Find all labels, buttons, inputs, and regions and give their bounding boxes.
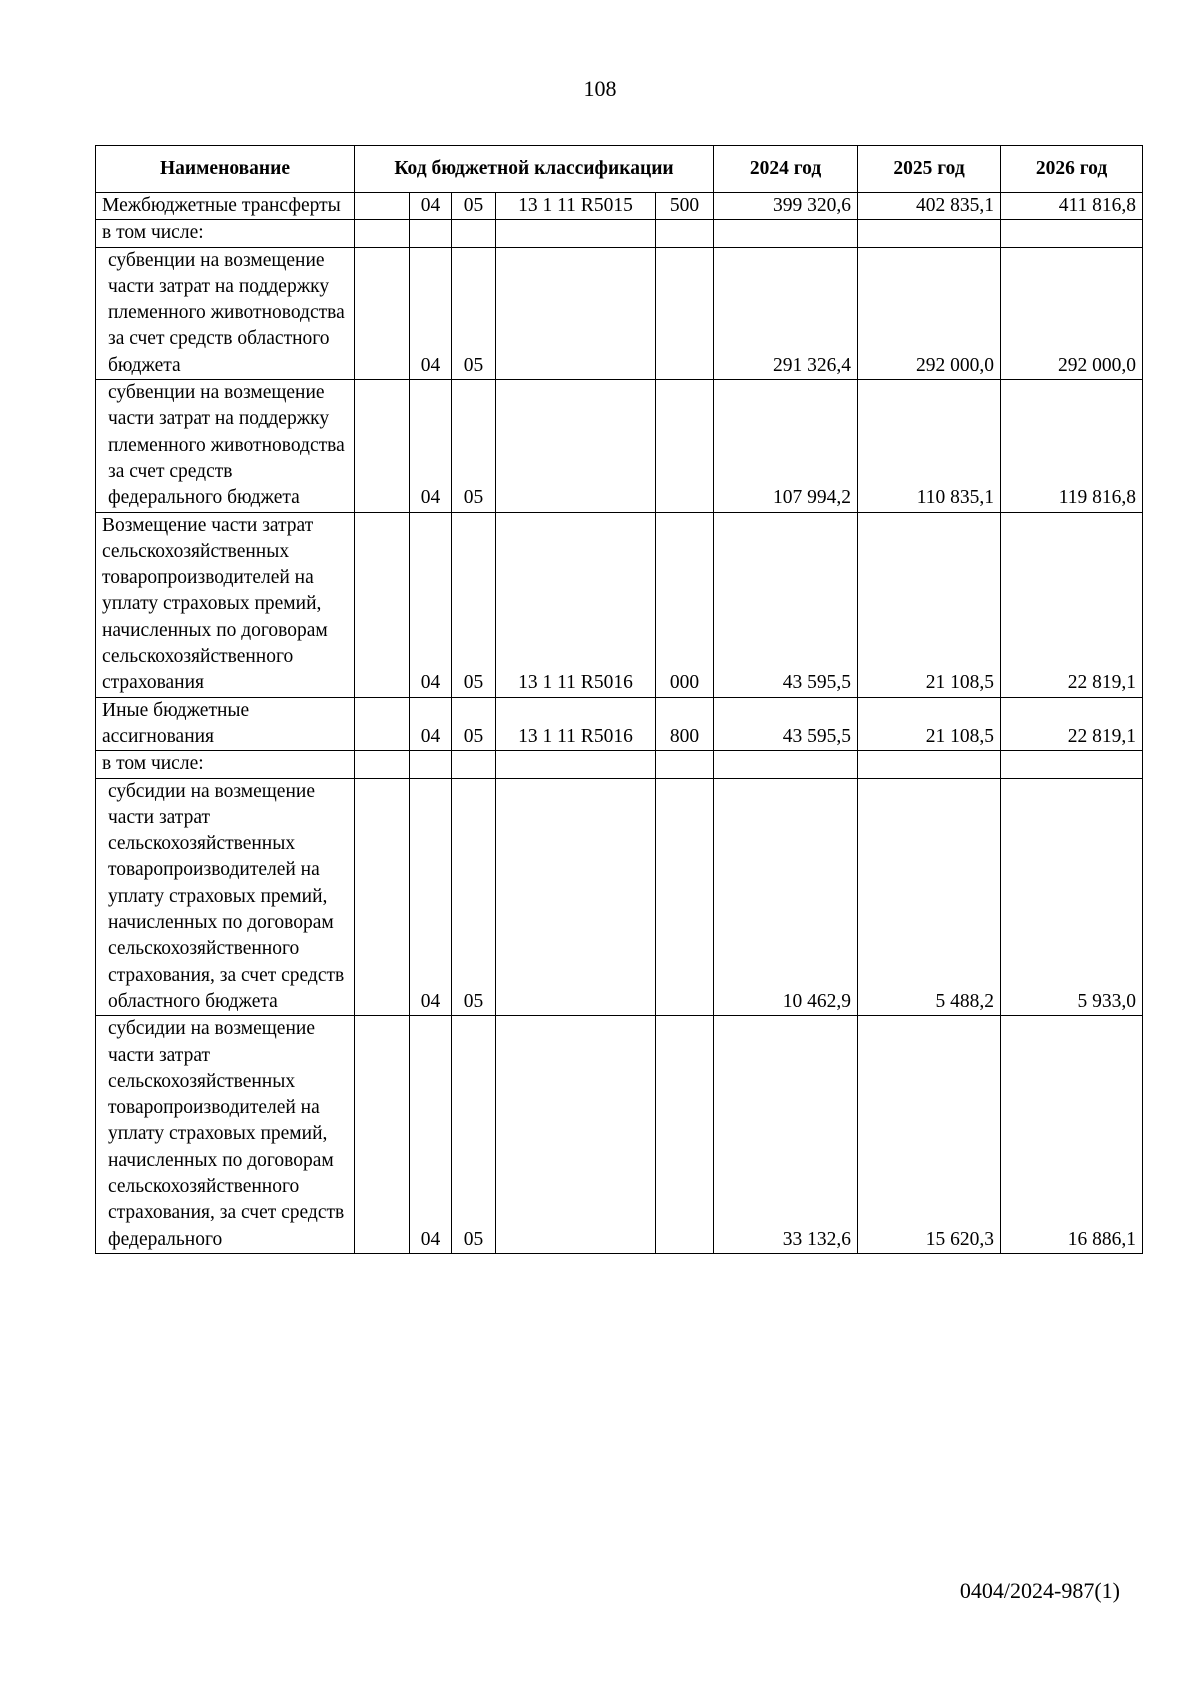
value-2025 [858,751,1001,778]
code-subsection: 05 [452,1016,496,1254]
row-name: в том числе: [96,220,355,247]
code-subsection [452,751,496,778]
row-name: субвенции на возмещение части затрат на поддержку племенного животноводства за счет средств федерального бюджета [96,380,355,512]
table-row [96,697,1143,751]
budget-table [95,145,1143,1254]
value-2026: 16 886,1 [1001,1016,1143,1254]
code-target [496,247,656,379]
value-2026 [1001,751,1143,778]
value-2026: 22 819,1 [1001,512,1143,697]
code-expense-type: 000 [656,512,714,697]
value-2025: 5 488,2 [858,778,1001,1016]
value-2024: 107 994,2 [714,380,858,512]
document-id: 0404/2024-987(1) [959,1578,1120,1603]
code-section: 04 [410,1016,452,1254]
code-section: 04 [410,778,452,1016]
code-subsection: 05 [452,778,496,1016]
code-subsection: 05 [452,247,496,379]
value-2024: 291 326,4 [714,247,858,379]
value-2025: 15 620,3 [858,1016,1001,1254]
code-section: 04 [410,380,452,512]
code-cell [355,380,410,512]
row-name: Возмещение части затрат сельскохозяйственных товаропроизводителей на уплату страховых премий, начисленных по договорам сельскохозяйственного страхования [96,512,355,697]
code-target: 13 1 11 R5016 [496,697,656,751]
value-2024: 43 595,5 [714,697,858,751]
value-2024 [714,220,858,247]
row-name: в том числе: [96,751,355,778]
code-expense-type [656,380,714,512]
table-row [96,193,1143,220]
page-number: 108 [583,76,617,101]
table-header-row [96,146,1143,193]
row-name: субсидии на возмещение части затрат сельскохозяйственных товаропроизводителей на уплату страховых премий, начисленных по договорам сельскохозяйственного страхования, за счет средств федерального [96,1016,355,1254]
value-2024: 399 320,6 [714,193,858,220]
code-target: 13 1 11 R5015 [496,193,656,220]
value-2025: 110 835,1 [858,380,1001,512]
code-cell [355,1016,410,1254]
code-section: 04 [410,247,452,379]
code-cell [355,193,410,220]
code-section: 04 [410,193,452,220]
header-2025: 2025 год [858,146,1001,193]
value-2025: 21 108,5 [858,512,1001,697]
code-subsection: 05 [452,380,496,512]
value-2026: 411 816,8 [1001,193,1143,220]
code-cell [355,751,410,778]
value-2025: 402 835,1 [858,193,1001,220]
value-2025 [858,220,1001,247]
code-section [410,751,452,778]
value-2025: 292 000,0 [858,247,1001,379]
value-2026: 292 000,0 [1001,247,1143,379]
table-row [96,778,1143,1016]
table-row [96,247,1143,379]
code-section [410,220,452,247]
code-cell [355,697,410,751]
code-target [496,778,656,1016]
value-2026: 119 816,8 [1001,380,1143,512]
value-2024: 43 595,5 [714,512,858,697]
code-expense-type [656,1016,714,1254]
code-subsection [452,220,496,247]
row-name: субвенции на возмещение части затрат на поддержку племенного животноводства за счет средств областного бюджета [96,247,355,379]
row-name: Иные бюджетные ассигнования [96,697,355,751]
code-subsection: 05 [452,193,496,220]
value-2024 [714,751,858,778]
value-2026 [1001,220,1143,247]
header-2026: 2026 год [1001,146,1143,193]
code-target [496,380,656,512]
code-cell [355,512,410,697]
code-expense-type: 500 [656,193,714,220]
value-2026: 5 933,0 [1001,778,1143,1016]
value-2026: 22 819,1 [1001,697,1143,751]
header-name: Наименование [96,146,355,193]
code-expense-type [656,751,714,778]
value-2025: 21 108,5 [858,697,1001,751]
table-row [96,1016,1143,1254]
code-target [496,1016,656,1254]
code-section: 04 [410,512,452,697]
code-target: 13 1 11 R5016 [496,512,656,697]
code-target [496,220,656,247]
row-name: субсидии на возмещение части затрат сельскохозяйственных товаропроизводителей на уплату страховых премий, начисленных по договорам сельскохозяйственного страхования, за счет средств областного бюджета [96,778,355,1016]
header-code: Код бюджетной классификации [355,146,714,193]
table-row [96,380,1143,512]
table-row [96,512,1143,697]
table-row [96,220,1143,247]
code-expense-type [656,778,714,1016]
code-target [496,751,656,778]
value-2024: 33 132,6 [714,1016,858,1254]
header-2024: 2024 год [714,146,858,193]
code-expense-type [656,247,714,379]
code-subsection: 05 [452,697,496,751]
row-name: Межбюджетные трансферты [96,193,355,220]
table-row [96,751,1143,778]
code-cell [355,220,410,247]
code-cell [355,247,410,379]
code-subsection: 05 [452,512,496,697]
code-cell [355,778,410,1016]
code-section: 04 [410,697,452,751]
value-2024: 10 462,9 [714,778,858,1016]
code-expense-type [656,220,714,247]
code-expense-type: 800 [656,697,714,751]
